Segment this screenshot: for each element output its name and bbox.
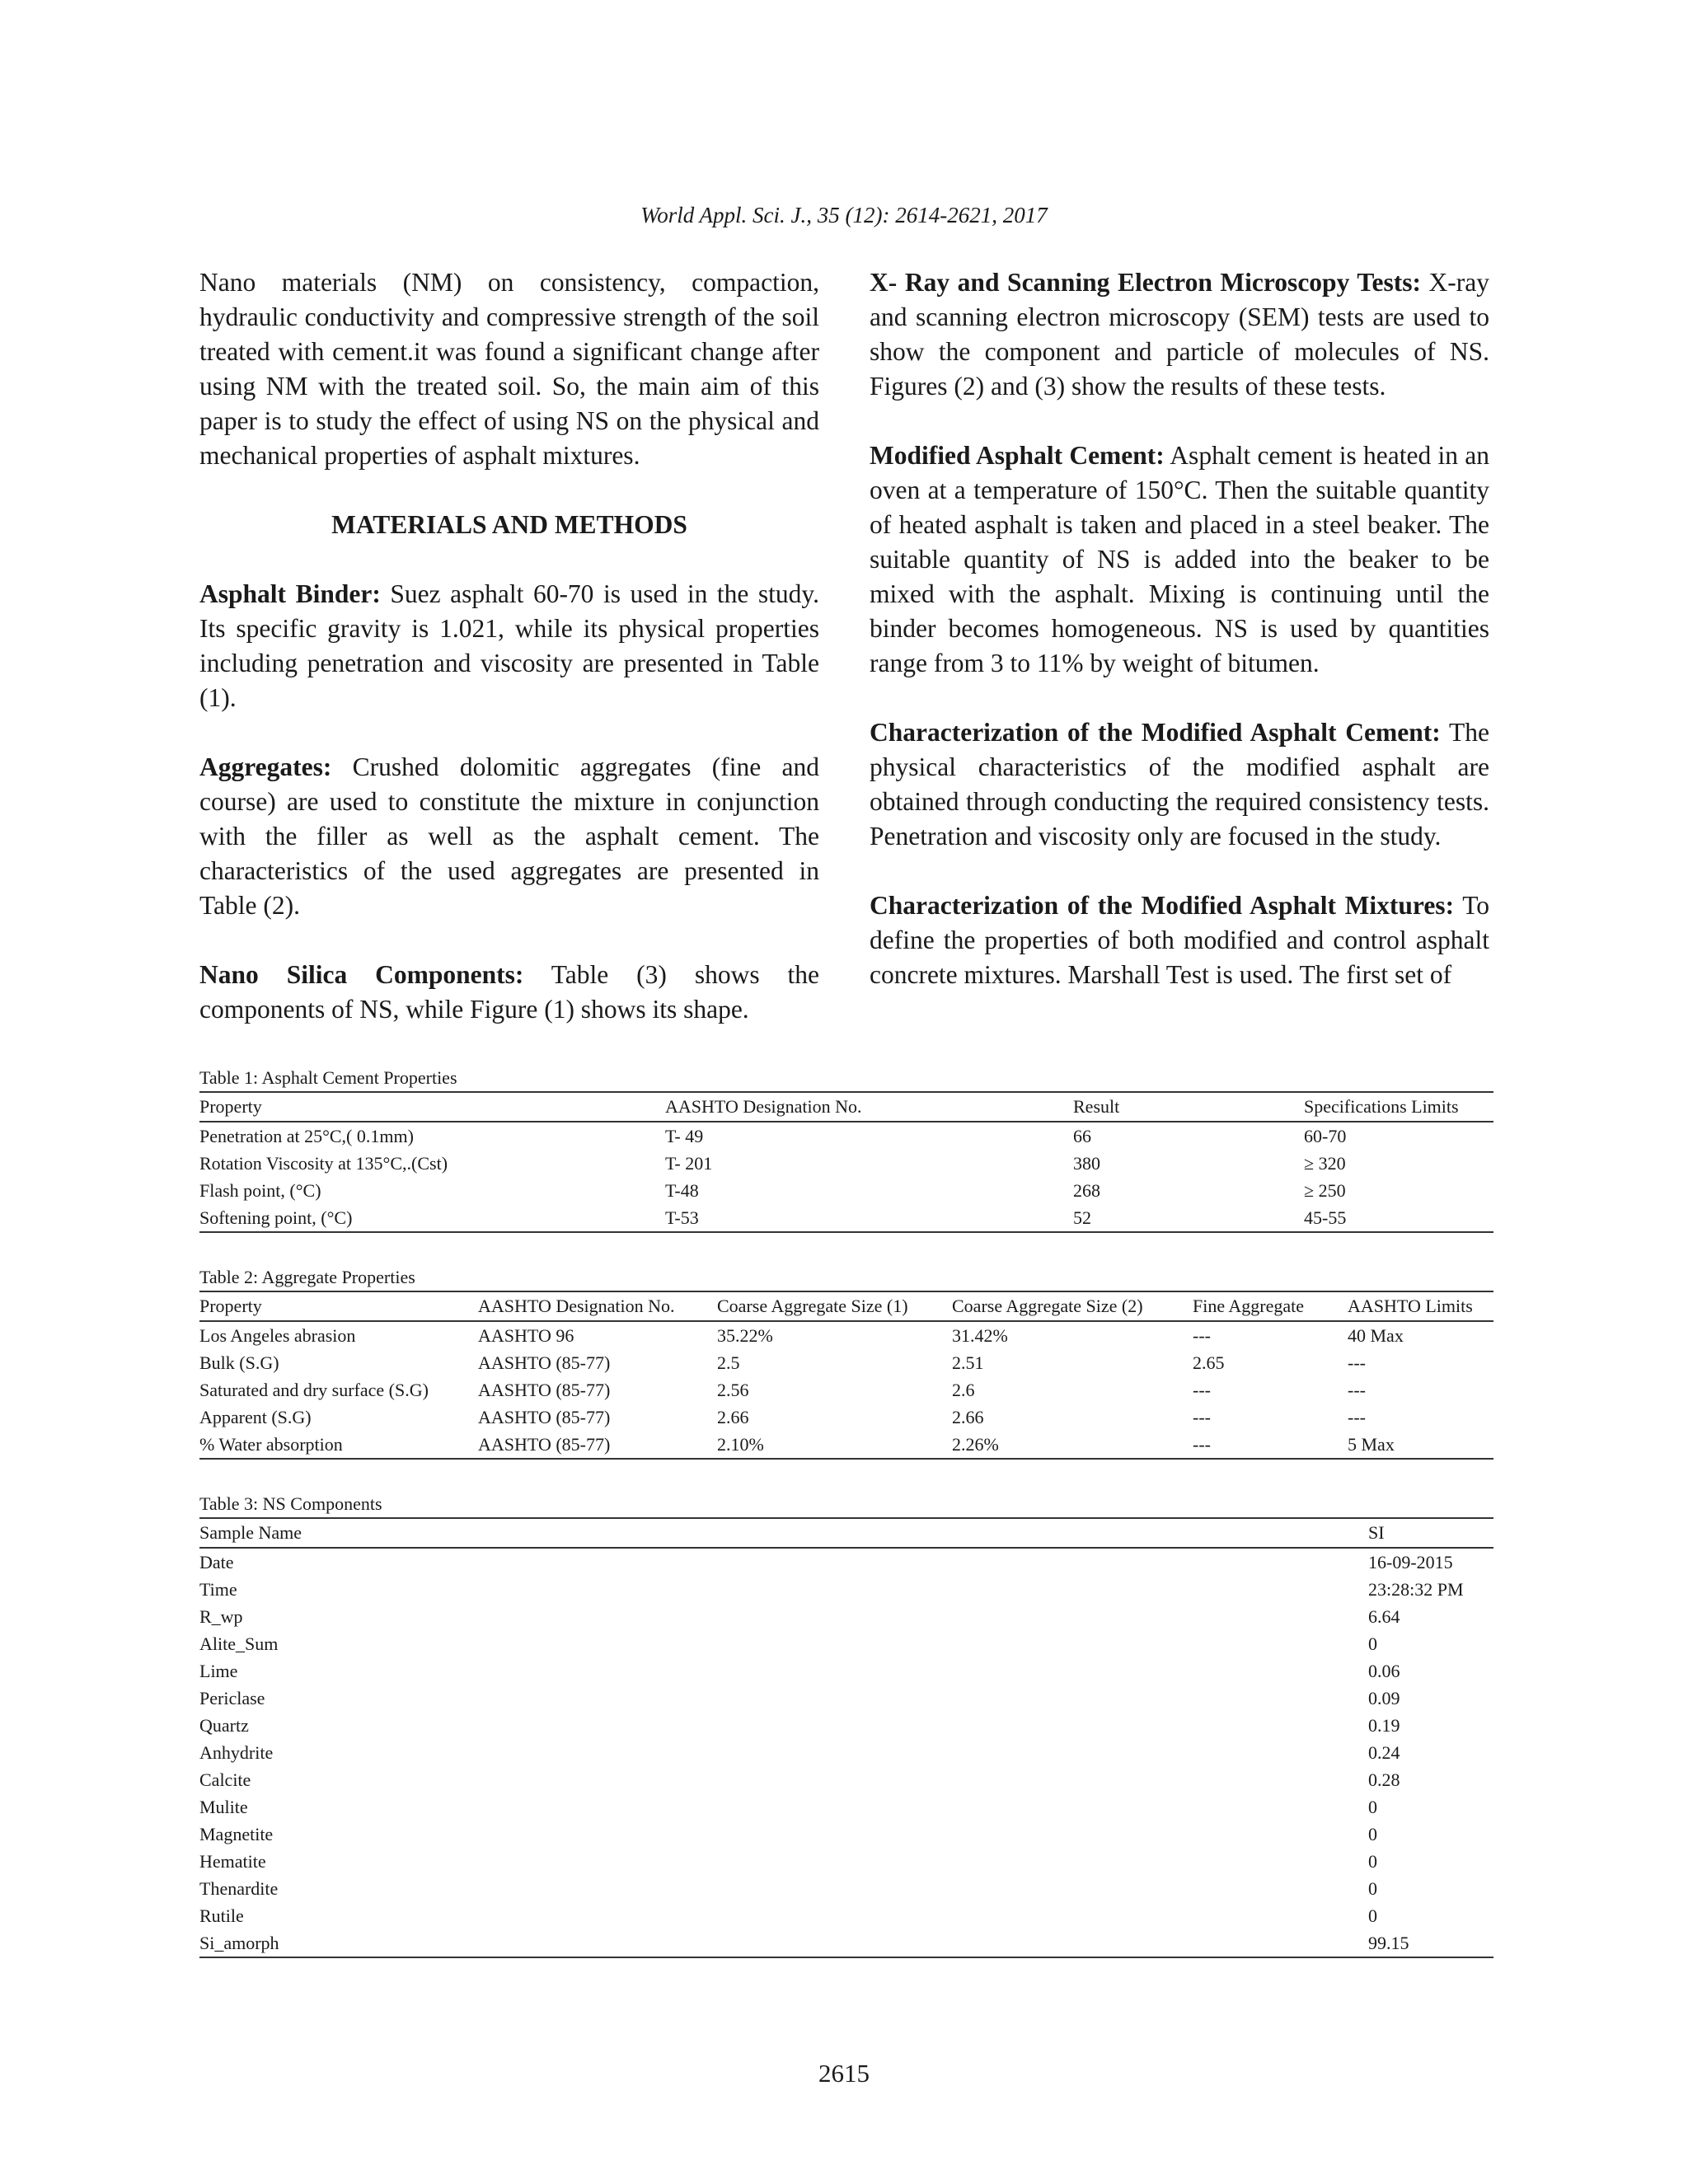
table-cell: ≥ 320 [1304, 1153, 1346, 1174]
table-cell: Thenardite [199, 1878, 279, 1899]
table-cell: --- [1193, 1431, 1348, 1459]
table-row [199, 1150, 1493, 1177]
table-cell: 380 [1073, 1153, 1100, 1174]
table-cell: 45-55 [1304, 1204, 1493, 1232]
table-cell: 2.10% [717, 1431, 952, 1459]
column-header: Result [1073, 1092, 1304, 1122]
characterization-mixtures-paragraph [870, 888, 1489, 992]
column-header: AASHTO Limits [1348, 1291, 1493, 1321]
paragraph-heading: Aggregates: [199, 752, 332, 781]
table-cell: Softening point, (°C) [199, 1204, 665, 1232]
table-row [199, 1766, 1493, 1793]
table-row [199, 1685, 1493, 1712]
table-cell: T- 49 [665, 1126, 704, 1146]
table-cell: --- [1193, 1325, 1211, 1346]
table-row [199, 1902, 1493, 1929]
table-cell: T-48 [665, 1180, 699, 1201]
table-row [199, 1177, 1493, 1204]
characterization-cement-paragraph [870, 715, 1489, 854]
modified-cement-paragraph [870, 438, 1489, 681]
table-cell: AASHTO (85-77) [478, 1407, 611, 1427]
table-cell: --- [1348, 1407, 1366, 1427]
column-header: Property [199, 1291, 478, 1321]
aggregates-paragraph [199, 750, 819, 923]
table-cell: % Water absorption [199, 1431, 478, 1459]
table-row [199, 1793, 1493, 1821]
paragraph-heading: Characterization of the Modified Asphalt Cement: [870, 718, 1441, 747]
table-cell: Rotation Viscosity at 135°C,.(Cst) [199, 1153, 448, 1174]
table-cell: Magnetite [199, 1824, 274, 1844]
table-cell: 2.66 [952, 1407, 984, 1427]
column-header: AASHTO Designation No. [665, 1092, 1073, 1122]
page-number: 2615 [818, 2059, 870, 2088]
table-row [199, 1349, 1493, 1376]
table-caption: Table 1: Asphalt Cement Properties [199, 1067, 457, 1088]
paragraph-text: Asphalt cement is heated in an oven at a temperature of 150°C. Then the suitable quantity of heated asphalt is taken and placed in a steel beaker. The suitable quantity of NS is added into the beaker to be mixed with the asphalt. Mixing is continuing until the binder becomes homogeneous. NS is used by quantities range from 3 to 11% by weight of bitumen. [870, 441, 1490, 677]
table-cell: 0.24 [1368, 1742, 1400, 1763]
table-cell: Mulite [199, 1797, 248, 1817]
table-cell: Periclase [199, 1688, 265, 1708]
paragraph-text: To define the properties of both modified and control asphalt concrete mixtures. Marshall Test is used. The first set of [870, 891, 1489, 989]
table-cell: 16-09-2015 [1368, 1552, 1453, 1572]
table-cell: 66 [1073, 1126, 1091, 1146]
table-row [199, 1576, 1493, 1603]
column-header: Coarse Aggregate Size (2) [952, 1291, 1193, 1321]
table-cell: --- [1193, 1407, 1211, 1427]
table-cell: --- [1193, 1380, 1211, 1400]
column-header: SI [1368, 1518, 1493, 1548]
table-aggregate-properties [199, 1264, 1493, 1460]
paragraph-text: Table (3) shows the components of NS, while Figure (1) shows its shape. [199, 960, 819, 1024]
table-cell: 5 Max [1348, 1431, 1493, 1459]
table-cell: Anhydrite [199, 1742, 274, 1763]
table-cell: Lime [199, 1661, 238, 1681]
table-cell: ≥ 250 [1304, 1180, 1346, 1201]
left-column [199, 265, 819, 1027]
table-cell: Si_amorph [199, 1929, 1368, 1957]
table-cell: AASHTO 96 [478, 1325, 574, 1346]
paragraph-text: The physical characteristics of the modified asphalt are obtained through conducting the required consistency tests. Penetration and viscosity only are focused in the study. [870, 718, 1489, 851]
table-cell: Alite_Sum [199, 1633, 279, 1654]
section-heading: MATERIALS AND METHODS [331, 510, 687, 539]
table-cell: AASHTO (85-77) [478, 1431, 717, 1459]
running-header: World Appl. Sci. J., 35 (12): 2614-2621, 2017 [640, 203, 1048, 227]
table-row [199, 1376, 1493, 1404]
column-header: Sample Name [199, 1518, 1368, 1548]
paragraph-text: Crushed dolomitic aggregates (fine and course) are used to constitute the mixture in conjunction with the filler as well as the asphalt cement. The characteristics of the used aggregates are presented in Table (2). [199, 752, 819, 920]
paragraph-heading: Nano Silica Components: [199, 960, 524, 989]
table-cell: 0 [1368, 1633, 1377, 1654]
table-row [199, 1603, 1493, 1630]
table-cell: Penetration at 25°C,( 0.1mm) [199, 1126, 414, 1146]
table-row [199, 1739, 1493, 1766]
table-cell: R_wp [199, 1606, 243, 1627]
nano-silica-paragraph [199, 958, 819, 1027]
table-cell: Rutile [199, 1905, 244, 1926]
xray-paragraph [870, 265, 1489, 404]
table-cell: 2.5 [717, 1352, 740, 1373]
table-cell: Bulk (S.G) [199, 1352, 279, 1373]
table-asphalt-cement-properties [199, 1065, 1493, 1233]
column-header: Fine Aggregate [1193, 1291, 1348, 1321]
table-cell: 2.26% [952, 1431, 1193, 1459]
table-row [199, 1875, 1493, 1902]
table-row [199, 1122, 1493, 1150]
table-cell: Date [199, 1552, 234, 1572]
table-cell: 60-70 [1304, 1126, 1347, 1146]
table-cell: 0 [1368, 1878, 1377, 1899]
table-row [199, 1657, 1493, 1685]
table-cell: AASHTO (85-77) [478, 1352, 611, 1373]
table-cell: Time [199, 1579, 237, 1600]
table-cell: 2.56 [717, 1380, 749, 1400]
table-cell: 0.19 [1368, 1715, 1400, 1736]
table-cell: 2.65 [1193, 1352, 1225, 1373]
paragraph-text: Suez asphalt 60-70 is used in the study. Its specific gravity is 1.021, while its physical properties including penetration and viscosity are presented in Table (1). [199, 579, 819, 712]
table-cell: 0 [1368, 1905, 1377, 1926]
table-cell: --- [1348, 1380, 1366, 1400]
table-cell: 0.09 [1368, 1688, 1400, 1708]
table-cell: 23:28:32 PM [1368, 1579, 1464, 1600]
table-cell: 2.66 [717, 1407, 749, 1427]
column-header: Specifications Limits [1304, 1092, 1493, 1122]
table-cell: Saturated and dry surface (S.G) [199, 1380, 429, 1400]
table-cell: 0 [1368, 1824, 1377, 1844]
table-caption: Table 3: NS Components [199, 1493, 382, 1514]
table-header-row [199, 1092, 1493, 1122]
table-cell: 0 [1368, 1851, 1377, 1872]
table-cell: 0.06 [1368, 1661, 1400, 1681]
table-row [199, 1821, 1493, 1848]
table-cell: 0 [1368, 1797, 1377, 1817]
table-cell: 6.64 [1368, 1606, 1400, 1627]
table-cell: 35.22% [717, 1325, 773, 1346]
table-cell: --- [1348, 1352, 1366, 1373]
table-header-row [199, 1518, 1493, 1548]
table-row [199, 1204, 1493, 1232]
table-ns-components [199, 1491, 1493, 1958]
column-header: Coarse Aggregate Size (1) [717, 1291, 952, 1321]
table-cell: 99.15 [1368, 1929, 1493, 1957]
table-cell: Los Angeles abrasion [199, 1325, 356, 1346]
table-row [199, 1321, 1493, 1349]
paragraph-heading: Modified Asphalt Cement: [870, 441, 1165, 470]
table-row [199, 1548, 1493, 1576]
asphalt-binder-paragraph [199, 577, 819, 715]
table-row [199, 1929, 1493, 1957]
paragraph-text: X-ray and scanning electron microscopy (SEM) tests are used to show the component and particle of molecules of NS. Figures (2) and (3) show the results of these tests. [870, 268, 1490, 401]
table-cell: 2.6 [952, 1380, 975, 1400]
right-column [870, 265, 1489, 992]
table-caption: Table 2: Aggregate Properties [199, 1267, 415, 1287]
column-header: Property [199, 1092, 665, 1122]
paragraph-heading: X- Ray and Scanning Electron Microscopy Tests: [870, 268, 1421, 297]
table-cell: 268 [1073, 1180, 1100, 1201]
table-row [199, 1630, 1493, 1657]
table-cell: T- 201 [665, 1153, 713, 1174]
table-cell: 40 Max [1348, 1325, 1404, 1346]
intro-paragraph: Nano materials (NM) on consistency, compaction, hydraulic conductivity and compressive strength of the soil treated with cement.it was found a significant change after using NM with the treated soil. So, the main aim of this paper is to study the effect of using NS on the physical and mechanical properties of asphalt mixtures. [199, 268, 819, 470]
table-cell: Flash point, (°C) [199, 1180, 321, 1201]
table-header-row [199, 1291, 1493, 1321]
table-row [199, 1712, 1493, 1739]
table-cell: 52 [1073, 1204, 1304, 1232]
table-cell: Calcite [199, 1769, 251, 1790]
table-cell: 31.42% [952, 1325, 1008, 1346]
paragraph-heading: Asphalt Binder: [199, 579, 381, 608]
table-cell: 0.28 [1368, 1769, 1400, 1790]
table-row [199, 1431, 1493, 1459]
table-cell: T-53 [665, 1204, 1073, 1232]
table-cell: Quartz [199, 1715, 249, 1736]
table-row [199, 1848, 1493, 1875]
table-cell: Hematite [199, 1851, 266, 1872]
table-cell: Apparent (S.G) [199, 1407, 312, 1427]
paragraph-heading: Characterization of the Modified Asphalt Mixtures: [870, 891, 1455, 920]
table-row [199, 1404, 1493, 1431]
table-cell: 2.51 [952, 1352, 984, 1373]
column-header: AASHTO Designation No. [478, 1291, 717, 1321]
table-cell: AASHTO (85-77) [478, 1380, 611, 1400]
